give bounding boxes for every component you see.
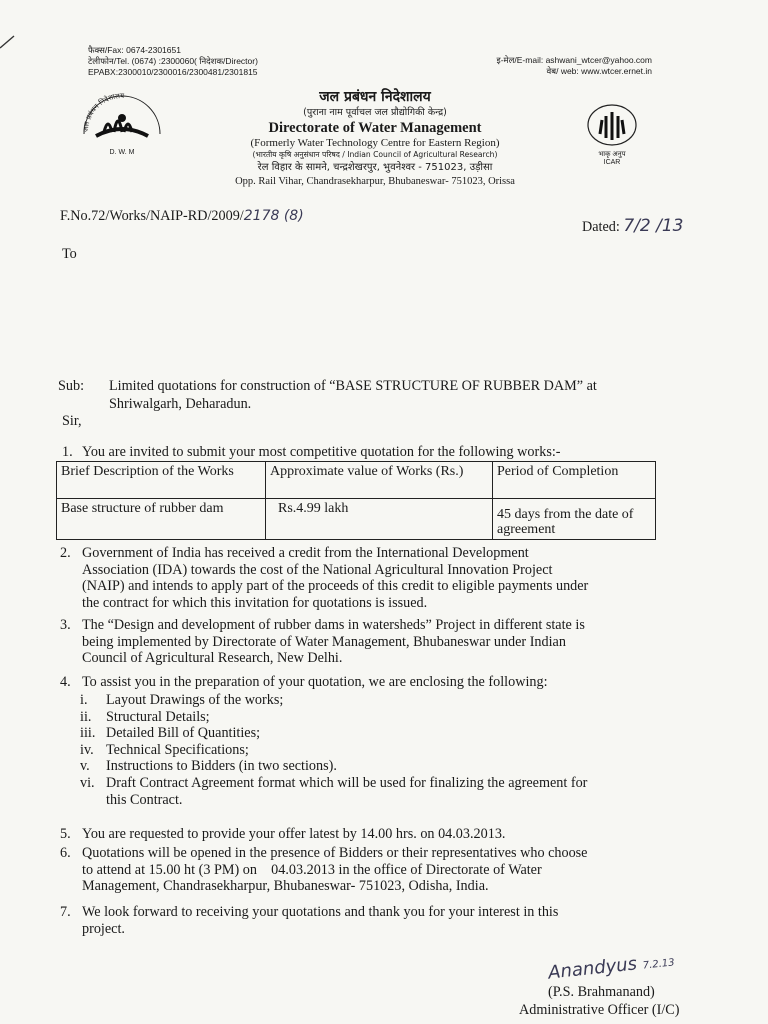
signatory-name: (P.S. Brahmanand) xyxy=(548,984,655,1000)
dwm-caption: D. W. M xyxy=(109,149,135,156)
table-header-row xyxy=(57,462,656,499)
point-7 xyxy=(60,904,660,937)
list-item-continuation: this Contract. xyxy=(106,791,183,808)
contact-left xyxy=(88,45,258,78)
list-item-number: i. xyxy=(80,692,88,708)
table-cell: Rs.4.99 lakh xyxy=(266,499,493,540)
file-number-text: F.No.72/Works/NAIP-RD/2009/ xyxy=(60,208,244,224)
date-label: Dated: xyxy=(582,219,620,235)
list-item-text: Instructions to Bidders (in two sections). xyxy=(106,758,337,775)
icar-caption-hindi: भाकृ अनुप xyxy=(598,151,626,158)
list-item xyxy=(80,775,660,792)
list-item-text: Technical Specifications; xyxy=(106,741,249,758)
pen-mark xyxy=(0,30,20,50)
point-1 xyxy=(62,444,561,461)
fax-line: फैक्स/Fax: 0674-2301651 xyxy=(88,45,181,55)
address: Opp. Rail Vihar, Chandrasekharpur, Bhubaneswar- 751023, Orissa xyxy=(235,176,515,187)
point-line: to attend at 15.00 ht (3 PM) on 04.03.2013 in the office of Directorate of Water xyxy=(82,861,542,878)
dwm-logo xyxy=(74,88,170,156)
dwm-emblem-icon xyxy=(74,88,170,144)
point-number: 7. xyxy=(60,904,71,920)
icar-caption: ICAR xyxy=(603,159,621,166)
point-text: You are invited to submit your most competitive quotation for the following works:- xyxy=(82,444,561,460)
point-4 xyxy=(60,674,660,691)
point-line: Government of India has received a credit from the International Development xyxy=(82,545,529,561)
point-line: Association (IDA) towards the cost of the National Agricultural Innovation Project xyxy=(82,561,553,578)
point-line: Council of Agricultural Research, New Delhi. xyxy=(82,650,343,667)
date xyxy=(582,218,684,236)
list-item-number: iv. xyxy=(80,741,94,758)
date-handwritten: 7/2 /13 xyxy=(623,216,684,236)
point-3 xyxy=(60,617,660,667)
org-header xyxy=(180,88,570,188)
list-item-text: Draft Contract Agreement format which will be used for finalizing the agreement for xyxy=(106,774,588,791)
point-text: To assist you in the preparation of your quotation, we are enclosing the following: xyxy=(82,674,548,690)
list-item-number: vi. xyxy=(80,774,95,791)
list-item xyxy=(80,692,660,709)
works-table xyxy=(56,461,656,540)
point-5 xyxy=(60,826,660,843)
epabx-line: EPABX:2300010/2300016/2300481/2301815 xyxy=(88,67,258,77)
list-item xyxy=(80,742,660,759)
address-hindi: रेल विहार के सामने, चन्द्रशेखरपुर, भुवनेश्वर - 751023, उड़ीसा xyxy=(257,162,493,173)
list-item-number: v. xyxy=(80,758,90,775)
email-line: इ-मेल/E-mail: ashwani_wtcer@yahoo.com xyxy=(496,55,652,65)
point-number: 4. xyxy=(60,674,71,690)
point-line: Management, Chandrasekharpur, Bhubaneswar- 751023, Odisha, India. xyxy=(82,878,489,895)
icar-logo xyxy=(572,104,652,174)
table-row xyxy=(57,499,656,540)
icar-wheat-icon xyxy=(586,104,638,146)
table-header: Brief Description of the Works xyxy=(57,462,266,499)
table-header: Period of Completion xyxy=(493,462,656,499)
subject-label: Sub: xyxy=(58,378,85,394)
tel-line: टेलीफोन/Tel. (0674) :2300060( निदेशक/Director) xyxy=(88,56,258,66)
contact-right xyxy=(497,55,652,77)
org-former-hindi: (पुराना नाम पूर्वाचल जल प्रौद्योगिकी केन्द्र) xyxy=(303,107,447,118)
subject-line-1: Limited quotations for construction of “BASE STRUCTURE OF RUBBER DAM” at xyxy=(109,378,597,394)
list-item-number: ii. xyxy=(80,708,92,725)
svg-text:जल प्रबंधन निदेशालय: जल प्रबंधन निदेशालय xyxy=(81,92,125,133)
org-name: Directorate of Water Management xyxy=(268,120,482,136)
point-line: the contract for which this invitation for quotations is issued. xyxy=(82,594,428,611)
signature-handwritten xyxy=(547,949,675,983)
enclosure-list xyxy=(80,692,660,808)
org-name-hindi: जल प्रबंधन निदेशालय xyxy=(319,89,431,105)
table-cell: Base structure of rubber dam xyxy=(57,499,266,540)
point-line: (NAIP) and intends to apply part of the proceeds of this credit to eligible payments under xyxy=(82,578,589,595)
table-cell: 45 days from the date of agreement xyxy=(493,499,656,540)
point-line: Quotations will be opened in the presence of Bidders or their representatives who choose xyxy=(82,845,588,861)
signature-scrawl: Anandyus xyxy=(547,953,638,984)
org-former: (Formerly Water Technology Centre for Eastern Region) xyxy=(250,137,500,149)
point-2 xyxy=(60,545,660,611)
point-number: 1. xyxy=(62,444,73,460)
subject-line-2: Shriwalgarh, Deharadun. xyxy=(109,396,252,412)
file-number-handwritten: 2178 (8) xyxy=(243,208,304,224)
salutation: Sir, xyxy=(62,413,82,429)
file-number xyxy=(60,208,304,225)
point-number: 6. xyxy=(60,845,71,861)
point-6 xyxy=(60,845,660,895)
point-text: You are requested to provide your offer latest by 14.00 hrs. on 04.03.2013. xyxy=(82,826,506,842)
web-line: वेब/ web: www.wtcer.ernet.in xyxy=(546,66,652,76)
point-line: being implemented by Directorate of Water Management, Bhubaneswar under Indian xyxy=(82,633,566,650)
signature-date: 7.2.13 xyxy=(642,957,676,972)
list-item xyxy=(80,758,660,775)
point-number: 5. xyxy=(60,826,71,842)
point-line: The “Design and development of rubber dams in watersheds” Project in different state is xyxy=(82,617,585,633)
to-line: To xyxy=(62,246,77,262)
point-line: project. xyxy=(82,920,125,937)
point-number: 3. xyxy=(60,617,71,633)
list-item xyxy=(80,709,660,726)
council: (भारतीय कृषि अनुसंधान परिषद / Indian Council of Agricultural Research) xyxy=(252,150,498,159)
list-item xyxy=(80,725,660,742)
table-header: Approximate value of Works (Rs.) xyxy=(266,462,493,499)
point-line: We look forward to receiving your quotations and thank you for your interest in this xyxy=(82,904,559,920)
list-item-text: Detailed Bill of Quantities; xyxy=(106,725,261,742)
list-item-number: iii. xyxy=(80,725,96,742)
list-item-text: Layout Drawings of the works; xyxy=(106,692,284,708)
list-item-text: Structural Details; xyxy=(106,708,210,725)
point-number: 2. xyxy=(60,545,71,561)
signatory-designation: Administrative Officer (I/C) xyxy=(519,1002,680,1018)
